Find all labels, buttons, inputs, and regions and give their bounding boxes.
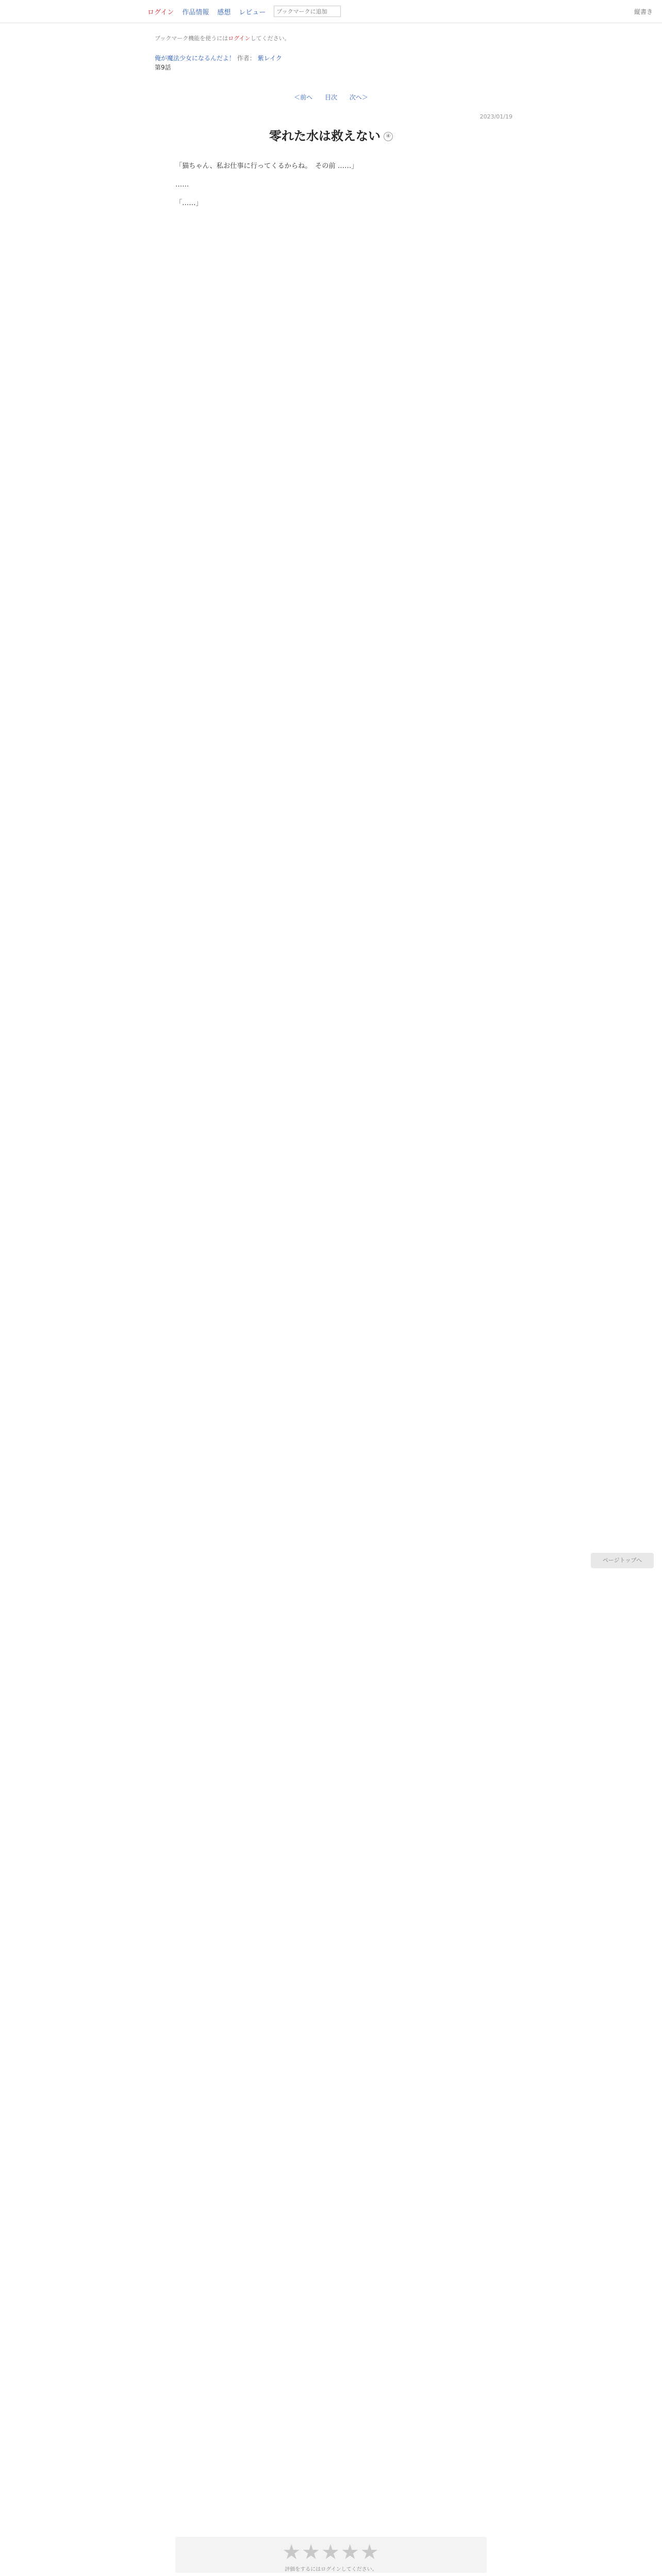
- bookmark-search-input[interactable]: [274, 6, 341, 17]
- next-link[interactable]: 次へ＞: [349, 94, 368, 101]
- author-link[interactable]: 紫レイク: [257, 55, 282, 62]
- rating-stars[interactable]: ★★★★★: [282, 2540, 380, 2564]
- series-title-link[interactable]: 俺が魔法少女になるんだよ！: [155, 55, 236, 62]
- global-header: [0, 0, 662, 23]
- prev-link[interactable]: ＜前へ: [294, 94, 313, 101]
- episode-body: 「猫ちゃん、私お仕事に行ってくるからね。 その前 ……」 …… 「……」: [175, 162, 358, 207]
- author-label: 作者：: [237, 55, 256, 62]
- page-top-button[interactable]: ページトップへ: [591, 1553, 654, 1568]
- notice-prefix: ブックマーク機能を使うには: [155, 35, 228, 42]
- nav-item-impressions[interactable]: 感想: [217, 8, 231, 16]
- rating-note: 評価をするにはログインしてください。: [285, 2567, 377, 2572]
- pager-top: [0, 93, 662, 101]
- global-nav: [147, 5, 341, 18]
- series-info: [155, 54, 282, 72]
- episode-title: [0, 126, 662, 144]
- login-link[interactable]: ログイン: [147, 8, 174, 16]
- notice-suffix: してください。: [250, 35, 290, 42]
- bookmark-login-notice: [155, 34, 290, 42]
- nav-item-reviews[interactable]: レビュー: [239, 8, 266, 16]
- nav-item-work-info[interactable]: 作品情報: [182, 8, 209, 16]
- episode-title-text: 零れた水は救えない: [269, 129, 380, 143]
- chapter-number: 第9話: [155, 64, 171, 71]
- episode-badge: ④: [384, 132, 393, 141]
- rating-panel: [175, 2537, 487, 2573]
- notice-login-link[interactable]: ログイン: [228, 35, 251, 42]
- publish-date: 2023/01/19: [479, 113, 512, 120]
- toc-link[interactable]: 目次: [324, 94, 337, 101]
- vertical-writing-link[interactable]: 縦書き: [634, 8, 653, 15]
